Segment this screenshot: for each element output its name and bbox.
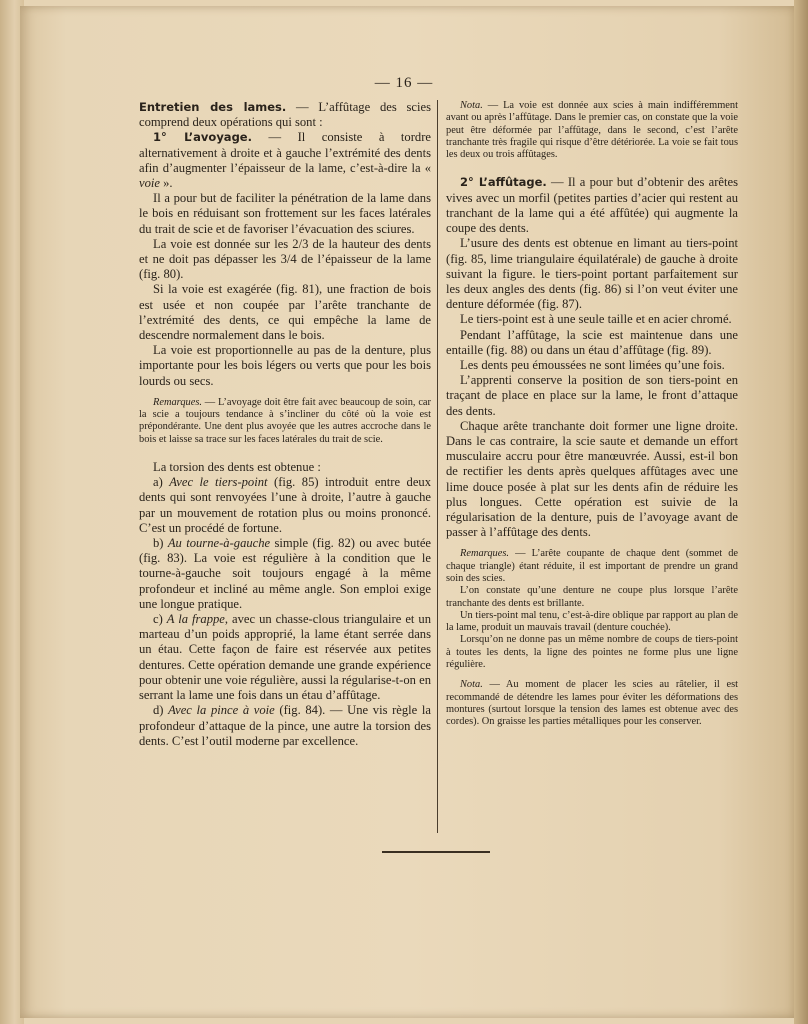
nota-note: Nota. — Au moment de placer les scies au râtelier, il est recommandé de détendre les lames pour éviter les déformations des montures (surtout lorsque la tension des lames est obtenue avec des cordes). On graisse les parties métalliques pour les conserver. bbox=[446, 679, 738, 728]
paragraph: L’usure des dents est obtenue en limant au tiers-point (fig. 85, lime triangulaire équilatérale) de gauche à droite suivant la figure. le tiers-point portant parfaitement sur les deux angles des dents (fig. 86) si l’on veut éviter une denture déformée (fig. 87). bbox=[446, 236, 738, 312]
list-item-b: b) Au tourne-à-gauche simple (fig. 82) ou avec butée (fig. 83). La voie est régulière à la condition que le tourne-à-gauche soit toujours engagé à la même profondeur et incliné au même angle. Son emploi exige une longue pratique. bbox=[139, 536, 431, 611]
paragraph-affutage: 2° L’affûtage. — Il a pour but d’obtenir des arêtes vives avec un morfil (petites parties d’acier qui restent au tranchant de la lame qui a été affûtée) qui augmente la coupe des dents. bbox=[446, 175, 738, 236]
page-number: — 16 — bbox=[374, 75, 434, 91]
heading-avoyage: 1° L’avoyage. bbox=[153, 130, 252, 145]
heading-entretien: Entretien des lames. bbox=[139, 100, 287, 114]
right-column bbox=[446, 100, 738, 729]
remarks-note: Remarques. — L’avoyage doit être fait avec beaucoup de soin, car la scie a toujours tendance à s’incliner du côté où la voie est prépondérante. Une dent plus avoyée que les autres accroche dans le bois et laisse sa trace sur les faces latérales du trait de scie. bbox=[139, 396, 431, 445]
nota-note: Nota. — La voie est donnée aux scies à main indifféremment avant ou après l’affûtage. Dans le premier cas, on constate que la voie peut être déformée par l’affûtage, dans le second, c’est l’arête tranchante très fragile qui risque d’être détériorée. La voie se fait tous les deux ou trois affûtages. bbox=[446, 100, 738, 161]
page-edge-right bbox=[794, 0, 808, 1024]
paragraph: Pendant l’affûtage, la scie est maintenue dans une entaille (fig. 88) ou dans un étau d’affûtage (fig. 89). bbox=[446, 327, 738, 357]
paragraph: Les dents peu émoussées ne sont limées qu’une fois. bbox=[460, 357, 725, 372]
paragraph: La voie est proportionnelle au pas de la denture, plus importante pour les bois légers ou verts que pour les bois lourds ou secs. bbox=[139, 343, 431, 388]
paragraph: Si la voie est exagérée (fig. 81), une fraction de bois est usée et non coupée par l’arête tranchante de l’extrémité des dents, ce qui empêche la lame de descendre normalement dans le bois. bbox=[139, 282, 431, 343]
paragraph: L’apprenti conserve la position de son tiers-point en traçant de place en place sur la lame, le front d’attaque des dents. bbox=[446, 373, 738, 418]
list-item-a: a) Avec le tiers-point (fig. 85) introduit entre deux dents qui sont renvoyées l’une à droite, l’autre à gauche par un mouvement de rotation plus ou moins prononcé. C’est un procédé de fortune. bbox=[139, 475, 432, 535]
paragraph: La torsion des dents est obtenue : bbox=[153, 460, 321, 475]
paragraph-avoyage: 1° L’avoyage. — Il consiste à tordre alternativement à droite et à gauche l’extrémité des dents afin d’augmenter l’épaisseur de la lame, c’est-à-dire la « voie ». bbox=[139, 130, 432, 191]
column-divider bbox=[437, 100, 438, 833]
paragraph: La voie est donnée sur les 2/3 de la hauteur des dents et ne doit pas dépasser les 3/4 de l’épaisseur de la lame (fig. 80). bbox=[139, 236, 431, 282]
list-item-c: c) A la frappe, avec un chasse-clous triangulaire et un marteau d’un poids approprié, la lame étant serrée dans un étau. Cette façon de faire est réservée aux petites dentures. Cette opération demande une grande expérience pour obtenir une voie régulière, aussi la régularise-t-on en serrant la lame une fois dans un étau d’affûtage. bbox=[139, 612, 431, 703]
end-rule bbox=[382, 851, 490, 853]
list-item-d: d) Avec la pince à voie (fig. 84). — Une vis règle la profondeur d’attaque de la pince, une autre la torsion des dents. C’est l’outil moderne par excellence. bbox=[139, 703, 431, 748]
paragraph: Il a pour but de faciliter la pénétration de la lame dans le bois en réduisant son frottement sur les faces latérales du trait de scie et de favoriser l’évacuation des sciures. bbox=[139, 191, 431, 236]
remarks-note: Remarques. — L’arête coupante de chaque dent (sommet de chaque triangle) étant réduite, il est important de prendre un grand soin des scies. bbox=[446, 548, 738, 584]
remarks-note: L’on constate qu’une denture ne coupe plus lorsque l’arête tranchante des dents est brillante. bbox=[446, 585, 738, 609]
paragraph: Chaque arête tranchante doit former une ligne droite. Dans le cas contraire, la scie saute et demande un effort musculaire accru pour être manœuvrée. Aussi, est-il bon de rectifier les dents après quelques affûtages avec une lime douce posée à plat sur les dents afin de réduire les plus longues. Cette opération est suivie de la régularisation de la denture, puis de l’avoyage avant de passer à l’affûtage des dents. bbox=[446, 418, 738, 540]
left-column bbox=[139, 100, 431, 749]
paragraph-entretien: Entretien des lames. — L’affûtage des scies comprend deux opérations qui sont : bbox=[139, 100, 431, 130]
remarks-note: Lorsqu’on ne donne pas un même nombre de coups de tiers-point à toutes les dents, la ligne des pointes ne forme plus une ligne régulière. bbox=[446, 634, 738, 671]
heading-affutage: 2° L’affûtage. bbox=[460, 175, 547, 190]
paragraph: Le tiers-point est à une seule taille et en acier chromé. bbox=[460, 312, 732, 327]
remarks-note: Un tiers-point mal tenu, c’est-à-dire oblique par rapport au plan de la lame, produit un mauvais travail (denture couchée). bbox=[446, 609, 738, 634]
